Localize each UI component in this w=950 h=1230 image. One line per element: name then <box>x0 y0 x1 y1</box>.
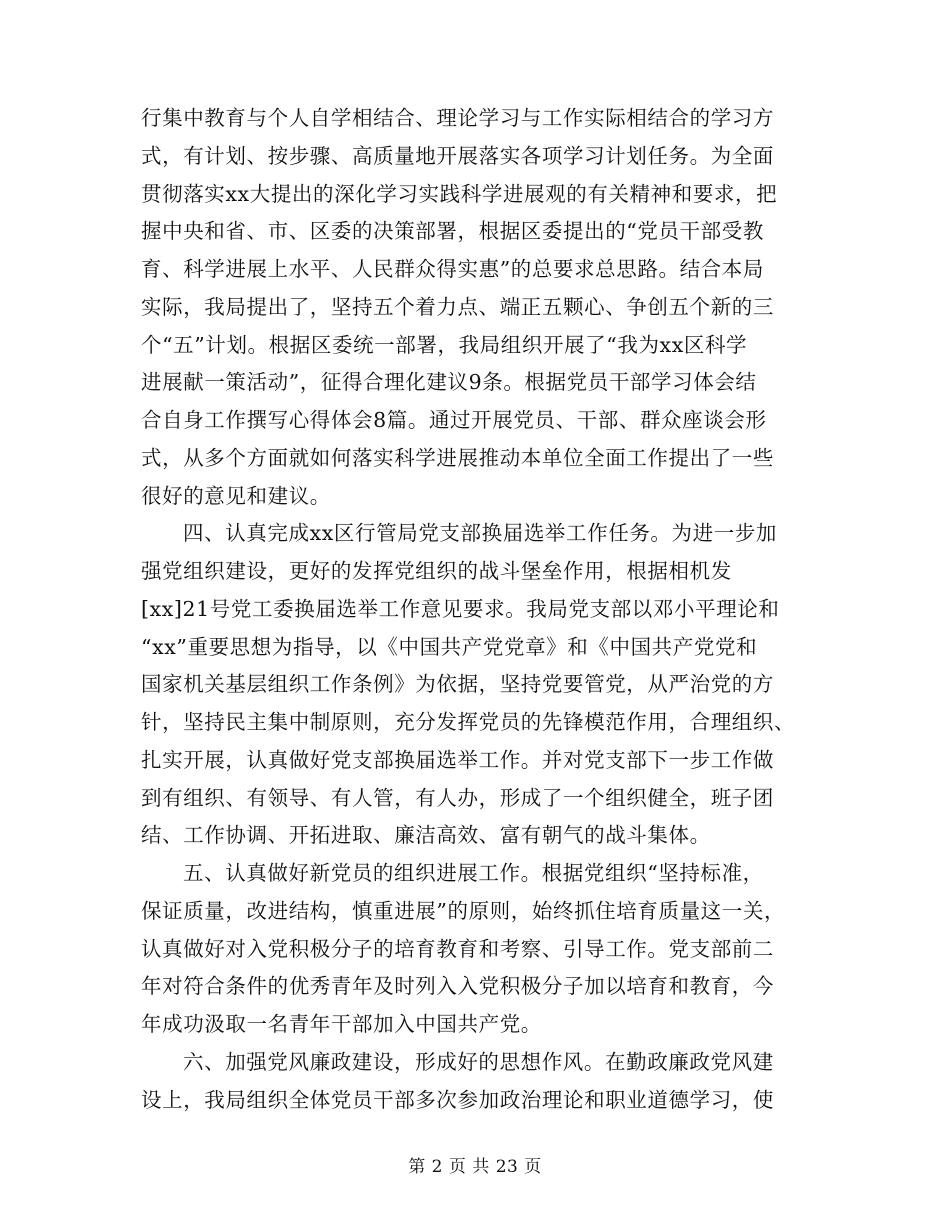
body-text-line: 贯彻落实xx大提出的深化学习实践科学进展观的有关精神和要求，把 <box>141 182 778 206</box>
body-text-line: 年成功汲取一名青年干部加入中国共产党。 <box>141 1012 542 1036</box>
body-text-line: 进展献一策活动”，征得合理化建议9条。根据党员干部学习体会结 <box>141 370 757 394</box>
body-text-line: 认真做好对入党积极分子的培育教育和考察、引导工作。党支部前二 <box>141 937 774 961</box>
page-number-footer: 第 2 页 共 23 页 <box>408 1157 542 1177</box>
body-text-line: 扎实开展，认真做好党支部换届选举工作。并对党支部下一步工作做 <box>141 748 774 772</box>
paragraph-start-line: 五、认真做好新党员的组织进展工作。根据党组织“坚持标准， <box>183 861 764 885</box>
paragraph-start-line: 四、认真完成xx区行管局党支部换届选举工作任务。为进一步加 <box>183 521 778 545</box>
body-text-line: 式，有计划、按步骤、高质量地开展落实各项学习计划任务。为全面 <box>141 144 774 168</box>
body-text-line: 强党组织建设，更好的发挥党组织的战斗堡垒作用，根据相机发 <box>141 559 732 583</box>
body-text-line: 合自身工作撰写心得体会8篇。通过开展党员、干部、群众座谈会形 <box>141 408 767 432</box>
body-text-line: 实际，我局提出了，坚持五个着力点、端正五颗心、争创五个新的三 <box>141 295 774 319</box>
paragraph-start-line: 六、加强党风廉政建设，形成好的思想作风。在勤政廉政党风建 <box>183 1050 774 1074</box>
body-text-line: 结、工作协调、开拓进取、廉洁高效、富有朝气的战斗集体。 <box>141 823 711 847</box>
body-text-line: 育、科学进展上水平、人民群众得实惠”的总要求总思路。结合本局 <box>141 257 764 281</box>
body-text-line: 很好的意见和建议。 <box>141 484 331 508</box>
body-text-line: [xx]21号党工委换届选举工作意见要求。我局党支部以邓小平理论和 <box>141 597 780 621</box>
body-text-line: 国家机关基层组织工作条例》为依据，坚持党要管党，从严治党的方 <box>141 672 774 696</box>
body-text-line: 保证质量，改进结构，慎重进展”的原则，始终抓住培育质量这一关， <box>141 899 786 923</box>
body-text-line: 年对符合条件的优秀青年及时列入入党积极分子加以培育和教育，今 <box>141 974 774 998</box>
body-text-line: 设上，我局组织全体党员干部多次参加政治理论和职业道德学习，使 <box>141 1088 774 1112</box>
body-text-line: 到有组织、有领导、有人管，有人办，形成了一个组织健全，班子团 <box>141 786 774 810</box>
body-text-line: 握中央和省、市、区委的决策部署，根据区委提出的“党员干部受教 <box>141 219 764 243</box>
body-text-line: 针，坚持民主集中制原则，充分发挥党员的先锋模范作用，合理组织、 <box>141 710 796 734</box>
body-text-line: “xx”重要思想为指导，以《中国共产党党章》和《中国共产党党和 <box>141 635 758 659</box>
body-text-line: 行集中教育与个人自学相结合、理论学习与工作实际相结合的学习方 <box>141 106 774 130</box>
body-text-line: 式，从多个方面就如何落实科学进展推动本单位全面工作提出了一些 <box>141 446 774 470</box>
body-text-line: 个“五”计划。根据区委统一部署，我局组织开展了“我为xx区科学 <box>141 333 748 357</box>
